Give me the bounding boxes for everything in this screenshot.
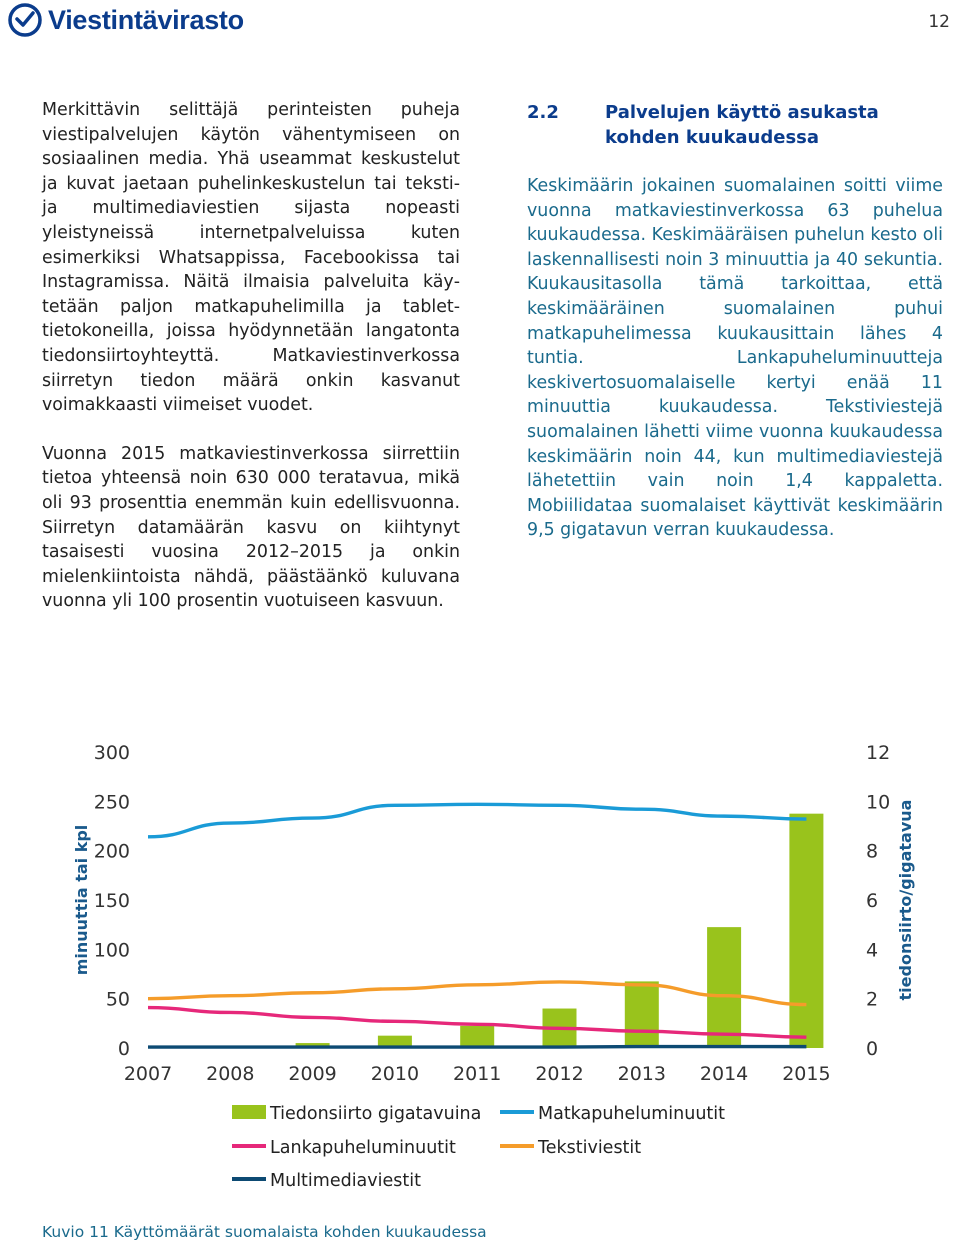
x-tick-label: 2015 xyxy=(782,1063,831,1085)
left-paragraph-1: Merkittävin selittäjä perinteisten puheja viestipalvelujen käytön vähentymiseen on sosiaalinen media. Yhä useammat keskustelut ja kuvat jaetaan puhelinkeskustelun tai teksti- ja multimediaviestien sijasta nopeasti yleistyneissä internetpalveluissa kuten esimerkiksi Whatsappissa, Facebookissa tai Instagramissa. Näitä ilmaisia palveluita käytetään paljon matkapuhelimilla ja tablet-tietokoneilla, joissa hyödynnetään langatonta tiedonsiirtoyhteyttä. Matkaviestinverkossa siirretyn tiedon määrä onkin kasvanut voimakkaasti viimeiset vuodet. xyxy=(42,100,460,416)
figure-caption: Kuvio 11 Käyttömäärät suomalaista kohden kuukaudessa xyxy=(42,1223,487,1241)
y-left-tick-label: 300 xyxy=(93,742,130,764)
x-tick-label: 2007 xyxy=(123,1063,173,1085)
y-right-tick-label: 8 xyxy=(866,840,879,863)
y-left-axis-title: minuuttia tai kpl xyxy=(72,824,91,976)
bar-2013 xyxy=(625,981,659,1048)
x-tick-label: 2013 xyxy=(617,1063,666,1085)
y-right-tick-label: 6 xyxy=(866,890,879,912)
line-matkapuheluminuutit xyxy=(148,804,806,837)
legend-label: Tekstiviestit xyxy=(538,1138,642,1158)
y-left-tick-label: 250 xyxy=(93,791,130,814)
viestintavirasto-logo xyxy=(8,2,244,38)
y-left-tick-label: 50 xyxy=(105,988,130,1011)
right-column xyxy=(527,100,943,543)
x-tick-label: 2009 xyxy=(288,1063,337,1085)
y-right-tick-label: 10 xyxy=(866,791,891,814)
x-tick-label: 2008 xyxy=(206,1063,255,1085)
legend-label: Multimediaviestit xyxy=(270,1171,421,1191)
y-right-axis-title: tiedonsiirto/gigatavua xyxy=(896,799,915,1001)
legend-label: Tiedonsiirto gigatavuina xyxy=(270,1104,482,1124)
x-tick-label: 2010 xyxy=(370,1063,420,1085)
x-tick-label: 2012 xyxy=(535,1063,584,1085)
y-right-tick-label: 2 xyxy=(866,988,879,1011)
section-title: Palvelujen käyttö asukasta kohden kuukaudessa xyxy=(605,102,879,148)
y-right-tick-label: 0 xyxy=(866,1038,879,1060)
logo-mark-icon xyxy=(8,3,42,37)
x-tick-label: 2011 xyxy=(453,1063,502,1085)
legend-swatch-bar xyxy=(232,1105,266,1119)
y-right-tick-label: 4 xyxy=(866,939,879,962)
legend-label: Lankapuheluminuutit xyxy=(270,1138,456,1158)
bar-2014 xyxy=(707,927,741,1048)
legend-label: Matkapuheluminuutit xyxy=(538,1104,726,1124)
usage-chart xyxy=(60,730,915,1200)
section-heading xyxy=(527,100,943,150)
page-number: 12 xyxy=(928,12,950,32)
logo-text: Viestintävirasto xyxy=(48,4,244,35)
bar-2015 xyxy=(789,814,823,1048)
y-left-tick-label: 200 xyxy=(93,840,130,863)
left-paragraph-2: Vuonna 2015 matkaviestinverkossa siirrettiin tietoa yhteensä noin 630 000 teratavua, mikä oli 93 prosenttia enemmän kuin edellisvuonna. Siirretyn datamäärän kasvu on kiihtynyt tasaisesti vuosina 2012–2015 ja onkin mielenkiintoista nähdä, päästäänkö kuluvana vuonna yli 100 prosentin vuotuiseen kasvuun. xyxy=(42,443,460,612)
y-right-tick-label: 12 xyxy=(866,742,891,764)
x-tick-label: 2014 xyxy=(699,1063,749,1085)
section-number: 2.2 xyxy=(527,102,559,123)
left-column xyxy=(42,98,460,614)
y-left-tick-label: 100 xyxy=(93,939,130,962)
bar-2011 xyxy=(460,1026,494,1048)
y-left-tick-label: 150 xyxy=(93,890,130,912)
right-paragraph: Keskimäärin jokainen suomalainen soitti viime vuonna matkaviestinverkossa 63 puhelua kuukaudessa. Keskimääräisen puhelun kesto oli laskennallisesti noin 3 minuuttia ja 40 sekuntia. Kuukausitasolla tämä tarkoittaa, että keskimääräinen suomalainen puhui matkapuhelimessa kuukausittain lähes 4 tuntia. Lankapuheluminuutteja keskivertosuomalaiselle kertyi enää 11 minuuttia kuukaudessa. Tekstiviestejä suomalainen lähetti viime vuonna kuukaudessa keskimäärin noin 44, kun multimediaviestejä lähetettiin vain noin 1,4 kappaletta. Mobiilidataa suomalaiset käyttivät keskimäärin 9,5 gigatavun verran kuukaudessa. xyxy=(527,176,943,541)
y-left-tick-label: 0 xyxy=(117,1038,130,1060)
